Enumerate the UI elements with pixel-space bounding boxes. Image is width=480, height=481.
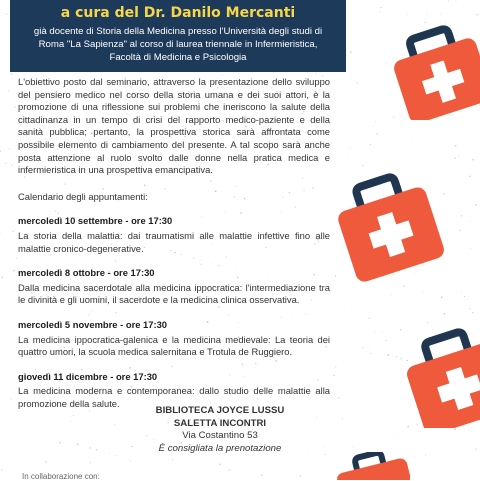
venue-address: Via Costantino 53 [182,430,258,442]
event-item [18,267,330,307]
footer-partial-text: In collaborazione con: [22,472,100,481]
venue-note: È consigliata la prenotazione [158,442,282,454]
event-description: La storia della malattia: dai traumatismi alle malattie infettive fino alle malattie cronico-degenerative. [18,229,330,254]
main-text [18,76,330,410]
bio-line: Facoltà di Medicina e Psicologia [109,52,247,63]
first-aid-kit-icon [386,20,480,120]
event-description: La medicina ippocratica-galenica e la medicina medievale: La teoria dei quattro umori, la scuola medica salernitana e Trotula de Ruggiero. [18,333,330,358]
event-description: La medicina moderna e contemporanea: dallo studio delle malattie alla promozione della salute. [18,385,330,409]
bio-line: già docente di Storia della Medicina presso l'Università degli studi di [33,26,323,37]
bio-line: Roma "La Sapienza" al corso di laurea triennale in Infermieristica, [38,39,318,50]
event-date: giovedì 11 dicembre - ore 17:30 [18,370,158,382]
event-date: mercoledì 8 ottobre - ore 17:30 [18,267,155,279]
author-title: a cura del Dr. Danilo Mercanti [60,5,296,21]
venue-name: BIBLIOTECA JOYCE LUSSU [155,405,285,416]
calendar-title: Calendario degli appuntamenti: [18,190,148,202]
author-bio [10,25,346,64]
venue-block [120,405,320,455]
first-aid-kit-icon [330,452,410,480]
first-aid-kit-icon [328,160,448,285]
intro-paragraph: L'obiettivo posto dal seminario, attraverso la presentazione dello sviluppo del pensiero medico nel corso della storia umana e dei suoi attori, è la promozione di una riflessione sui problemi che ineriscono la salute della cittadinanza in un tempo di crisi del rapporto medico-paziente e della sanità pubblica; pertanto, la prospettiva storica sarà affrontata come possibile elemento di cambiamento del presente. A tal scopo sarà anche posta attenzione al ruolo svolto dalle donne nella pratica medica e infermieristica in una prospettiva emancipativa. [18,76,330,176]
venue-room: SALETTA INCONTRI [173,417,267,429]
first-aid-kit-icon [398,318,480,428]
event-date: mercoledì 10 settembre - ore 17:30 [18,215,173,227]
event-description: Dalla medicina sacerdotale alla medicina ippocratica: l'intermediazione tra le divinità e gli uomini, il sacerdote e la medicina clinica osservativa. [18,281,330,306]
header-banner [10,0,346,72]
event-date: mercoledì 5 novembre - ore 17:30 [18,318,168,330]
event-item [18,215,330,255]
event-item [18,319,330,359]
